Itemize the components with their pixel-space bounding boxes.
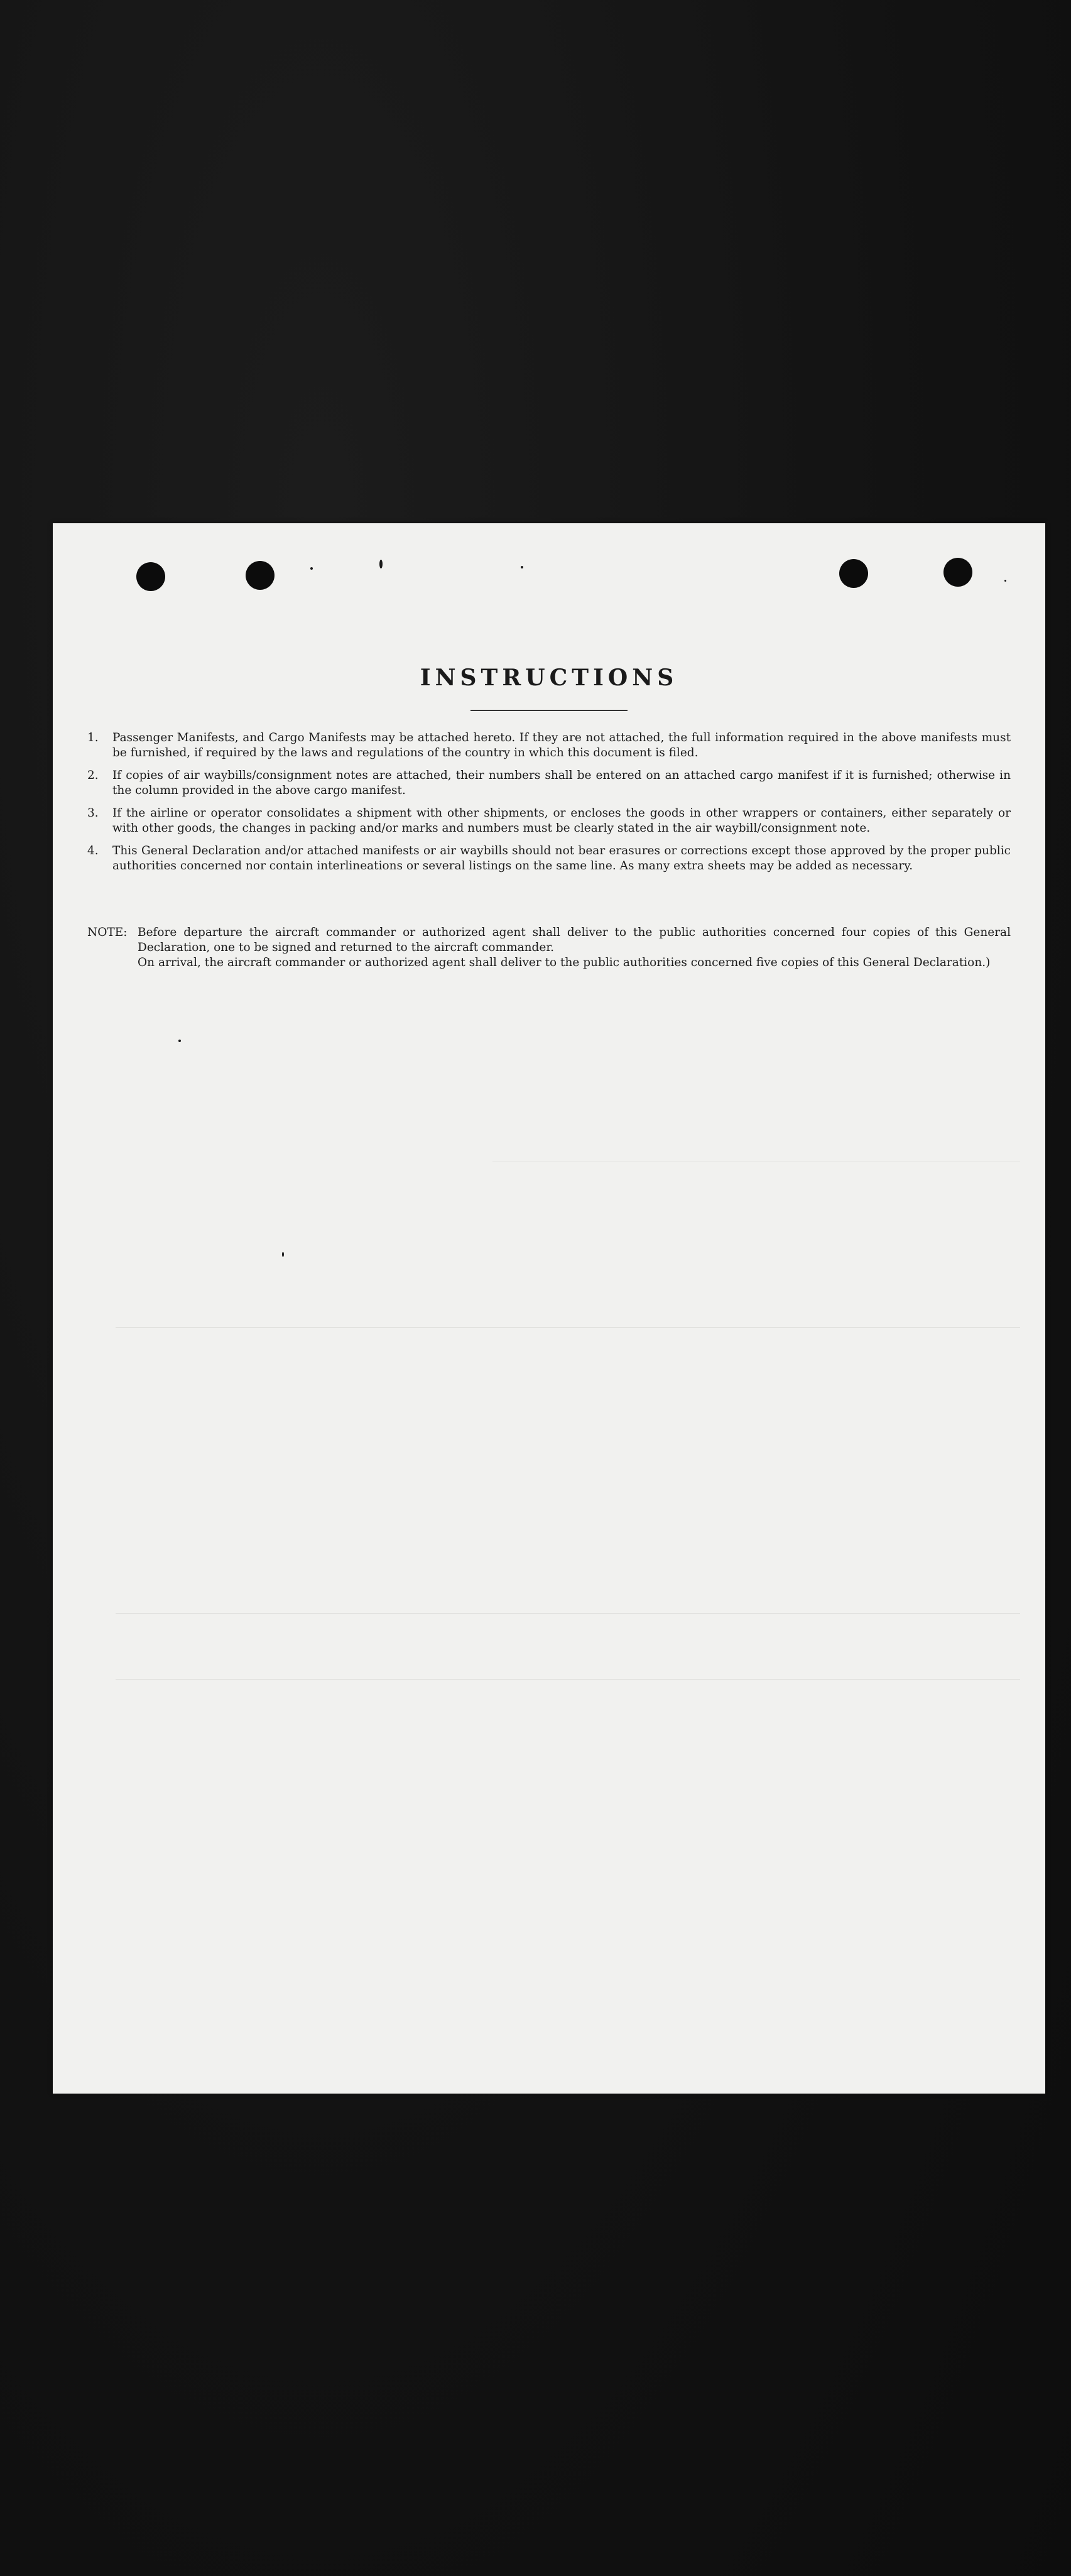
instruction-text: Passenger Manifests, and Cargo Manifests may be attached hereto. If they are not attached, the full information required in the above manifests must be furnished, if required by the laws and regulations of the country in which this document is filed. bbox=[112, 731, 1011, 759]
punch-hole-right-1 bbox=[839, 559, 868, 588]
bleed-through-line bbox=[116, 1679, 1020, 1680]
instruction-text: This General Declaration and/or attached manifests or air waybills should not bear erasures or corrections except those approved by the proper public authorities concerned nor contain interlineations or several listings on the same line. As many extra sheets may be added as necessary. bbox=[112, 844, 1011, 872]
punch-hole-left-2 bbox=[246, 561, 275, 590]
note-block bbox=[87, 925, 1011, 970]
scan-speck bbox=[1004, 580, 1006, 582]
scan-speck bbox=[310, 567, 313, 570]
instructions-list bbox=[87, 731, 1011, 881]
instruction-number: 2. bbox=[87, 769, 99, 782]
instruction-number: 4. bbox=[87, 844, 99, 857]
instruction-text: If the airline or operator consolidates a shipment with other shipments, or encloses the goods in other wrappers or containers, either separately or with other goods, the changes in packing and/or marks and numbers must be clearly stated in the air waybill/consignment note. bbox=[112, 807, 1011, 835]
note-arrival bbox=[87, 955, 1011, 970]
note-departure-text: Before departure the aircraft commander or authorized agent shall deliver to the public authorities concerned four copies of this General Declaration, one to be signed and returned to the aircraft commander. bbox=[138, 926, 1011, 954]
instruction-number: 3. bbox=[87, 807, 99, 820]
note-label: NOTE: bbox=[87, 926, 128, 939]
punch-hole-left-1 bbox=[136, 562, 165, 591]
note-departure bbox=[87, 925, 1011, 955]
bleed-through-line bbox=[116, 1327, 1020, 1328]
instruction-text: If copies of air waybills/consignment notes are attached, their numbers shall be entered on an attached cargo manifest if it is furnished; otherwise in the column provided in the above cargo manifest. bbox=[112, 769, 1011, 797]
scan-speck bbox=[379, 560, 383, 568]
instruction-item bbox=[87, 844, 1011, 874]
instruction-item bbox=[87, 731, 1011, 761]
document-sheet bbox=[53, 523, 1045, 2094]
instruction-item bbox=[87, 768, 1011, 798]
instruction-number: 1. bbox=[87, 731, 99, 744]
punch-hole-right-2 bbox=[943, 558, 972, 587]
bleed-through-line bbox=[116, 1613, 1020, 1614]
note-arrival-text: On arrival, the aircraft commander or authorized agent shall deliver to the public authorities concerned five copies of this General Declaration.) bbox=[138, 956, 991, 969]
scan-speck bbox=[521, 566, 523, 568]
scan-speck bbox=[178, 1040, 181, 1042]
instructions-title: INSTRUCTIONS bbox=[420, 665, 678, 691]
title-underline bbox=[470, 710, 628, 711]
instruction-item bbox=[87, 806, 1011, 836]
scan-speck bbox=[282, 1252, 284, 1257]
